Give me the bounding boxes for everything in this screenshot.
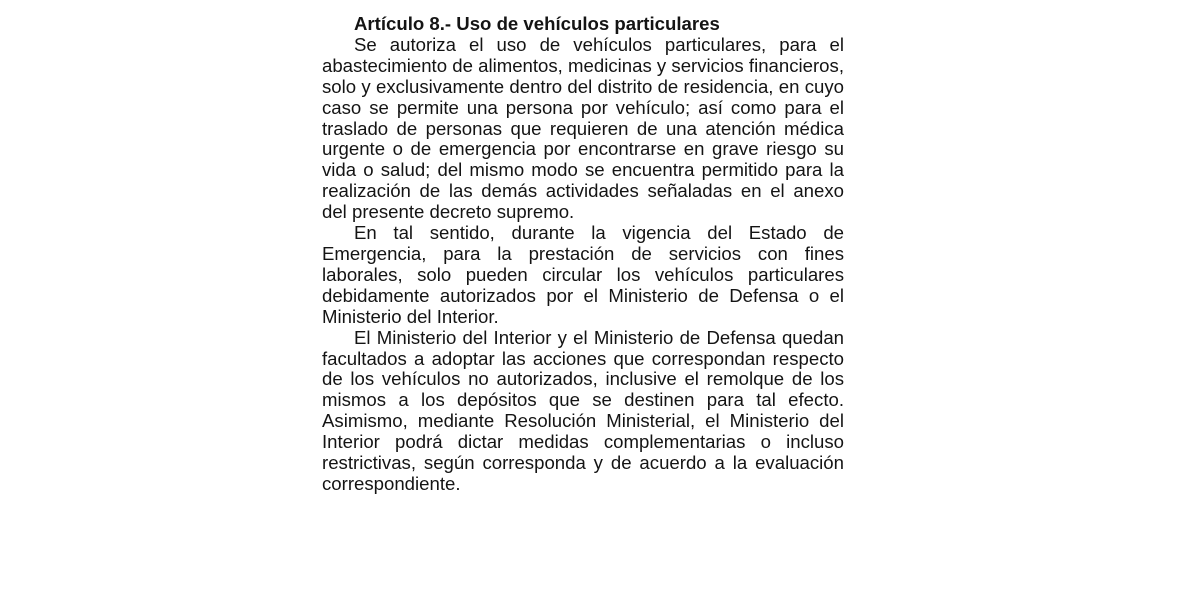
article-paragraph: El Ministerio del Interior y el Ministerio de Defensa quedan facultados a adoptar las acciones que correspondan respecto de los vehículos no autorizados, inclusive el remolque de los mismos a los depósitos que se destinen para tal efecto. Asimismo, mediante Resolución Ministerial, el Ministerio del Interior podrá dictar medidas complementarias o incluso restrictivas, según corresponda y de acuerdo a la evaluación correspondiente. bbox=[322, 326, 844, 494]
article-paragraph: En tal sentido, durante la vigencia del Estado de Emergencia, para la prestación de servicios con fines laborales, solo pueden circular los vehículos particulares debidamente autorizados por el Ministerio de Defensa o el Ministerio del Interior. bbox=[322, 222, 844, 327]
article-paragraph: Se autoriza el uso de vehículos particulares, para el abastecimiento de alimentos, medicinas y servicios financieros, solo y exclusivamente dentro del distrito de residencia, en cuyo caso se permite una persona por vehículo; así como para el traslado de personas que requieren de una atención médica urgente o de emergencia por encontrarse en grave riesgo su vida o salud; del mismo modo se encuentra permitido para la realización de las demás actividades señaladas en el anexo del presente decreto supremo. bbox=[322, 33, 844, 223]
article-title: Artículo 8.- Uso de vehículos particulares bbox=[354, 13, 720, 34]
article-block bbox=[322, 14, 844, 495]
